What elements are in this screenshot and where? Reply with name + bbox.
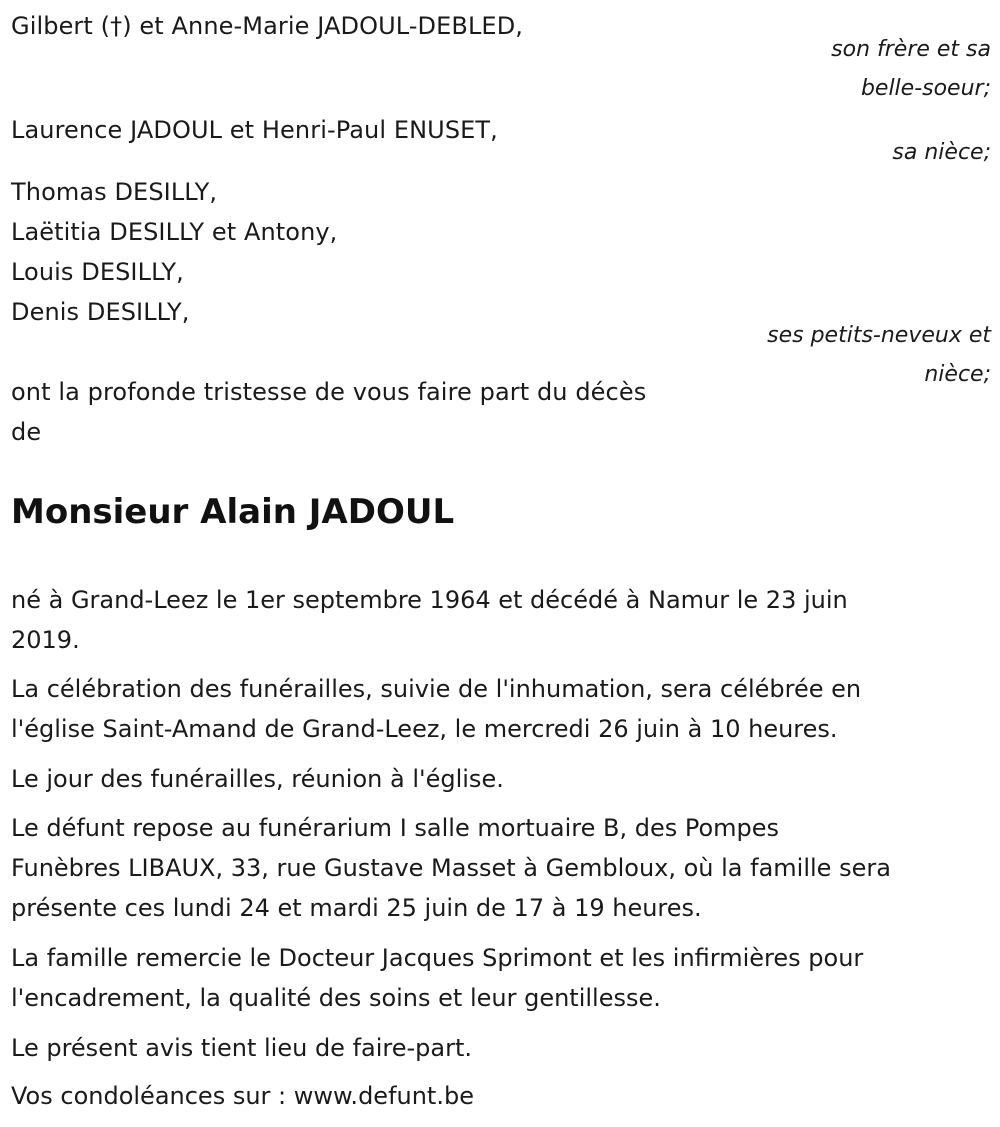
thanks-line-1: La famille remercie le Docteur Jacques Sprimont et les infirmières pour (11, 944, 864, 972)
relation-brother-line-2: belle-soeur; (860, 76, 991, 101)
condolences-line: Vos condoléances sur : www.defunt.be (11, 1082, 474, 1110)
obituary-notice (11, 0, 991, 1127)
birth-death-line-1: né à Grand-Leez le 1er septembre 1964 et décédé à Namur le 23 juin (11, 586, 848, 614)
condolences-paragraph (11, 1076, 986, 1116)
birth-death-paragraph (11, 580, 986, 660)
relation-brother-line-1: son frère et sa (831, 37, 991, 62)
family-line-1 (11, 6, 523, 46)
thanks-line-2: l'encadrement, la qualité des soins et leur gentillesse. (11, 984, 661, 1012)
meeting-line: Le jour des funérailles, réunion à l'église. (11, 765, 504, 793)
notice-line: Le présent avis tient lieu de faire-part. (11, 1034, 473, 1062)
birth-death-line-2: 2019. (11, 626, 80, 654)
rest-line-1: Le défunt repose au funérarium I salle mortuaire B, des Pompes (11, 814, 780, 842)
relation-grand-nephews-line-2: nièce; (924, 362, 991, 387)
notice-paragraph (11, 1028, 986, 1068)
funeral-line-1: La célébration des funérailles, suivie de l'inhumation, sera célébrée en (11, 675, 862, 703)
announcement-line-2: de (11, 418, 42, 446)
funeral-paragraph (11, 669, 986, 749)
family-line-4: Laëtitia DESILLY et Antony, (11, 218, 338, 246)
relation-niece: sa nièce; (892, 140, 991, 165)
family-line-5: Louis DESILLY, (11, 258, 184, 286)
thanks-paragraph (11, 938, 986, 1018)
relation-grand-nephews-line-1: ses petits-neveux et (767, 323, 991, 348)
announcement-line-1: ont la profonde tristesse de vous faire part du décès (11, 378, 647, 406)
family-line-1-start: Gilbert ( (11, 12, 111, 40)
rest-paragraph (11, 808, 986, 928)
meeting-paragraph (11, 759, 986, 799)
family-line-1-end: ) et Anne-Marie JADOUL-DEBLED, (122, 12, 523, 40)
family-line-2: Laurence JADOUL et Henri-Paul ENUSET, (11, 116, 498, 144)
rest-line-3: présente ces lundi 24 et mardi 25 juin de 17 à 19 heures. (11, 894, 702, 922)
funeral-line-2: l'église Saint-Amand de Grand-Leez, le mercredi 26 juin à 10 heures. (11, 715, 838, 743)
cross-icon: † (110, 12, 123, 40)
family-line-3: Thomas DESILLY, (11, 178, 218, 206)
family-line-6: Denis DESILLY, (11, 298, 190, 326)
rest-line-2: Funèbres LIBAUX, 33, rue Gustave Masset à Gembloux, où la famille sera (11, 854, 891, 882)
deceased-name: Monsieur Alain JADOUL (11, 492, 455, 532)
